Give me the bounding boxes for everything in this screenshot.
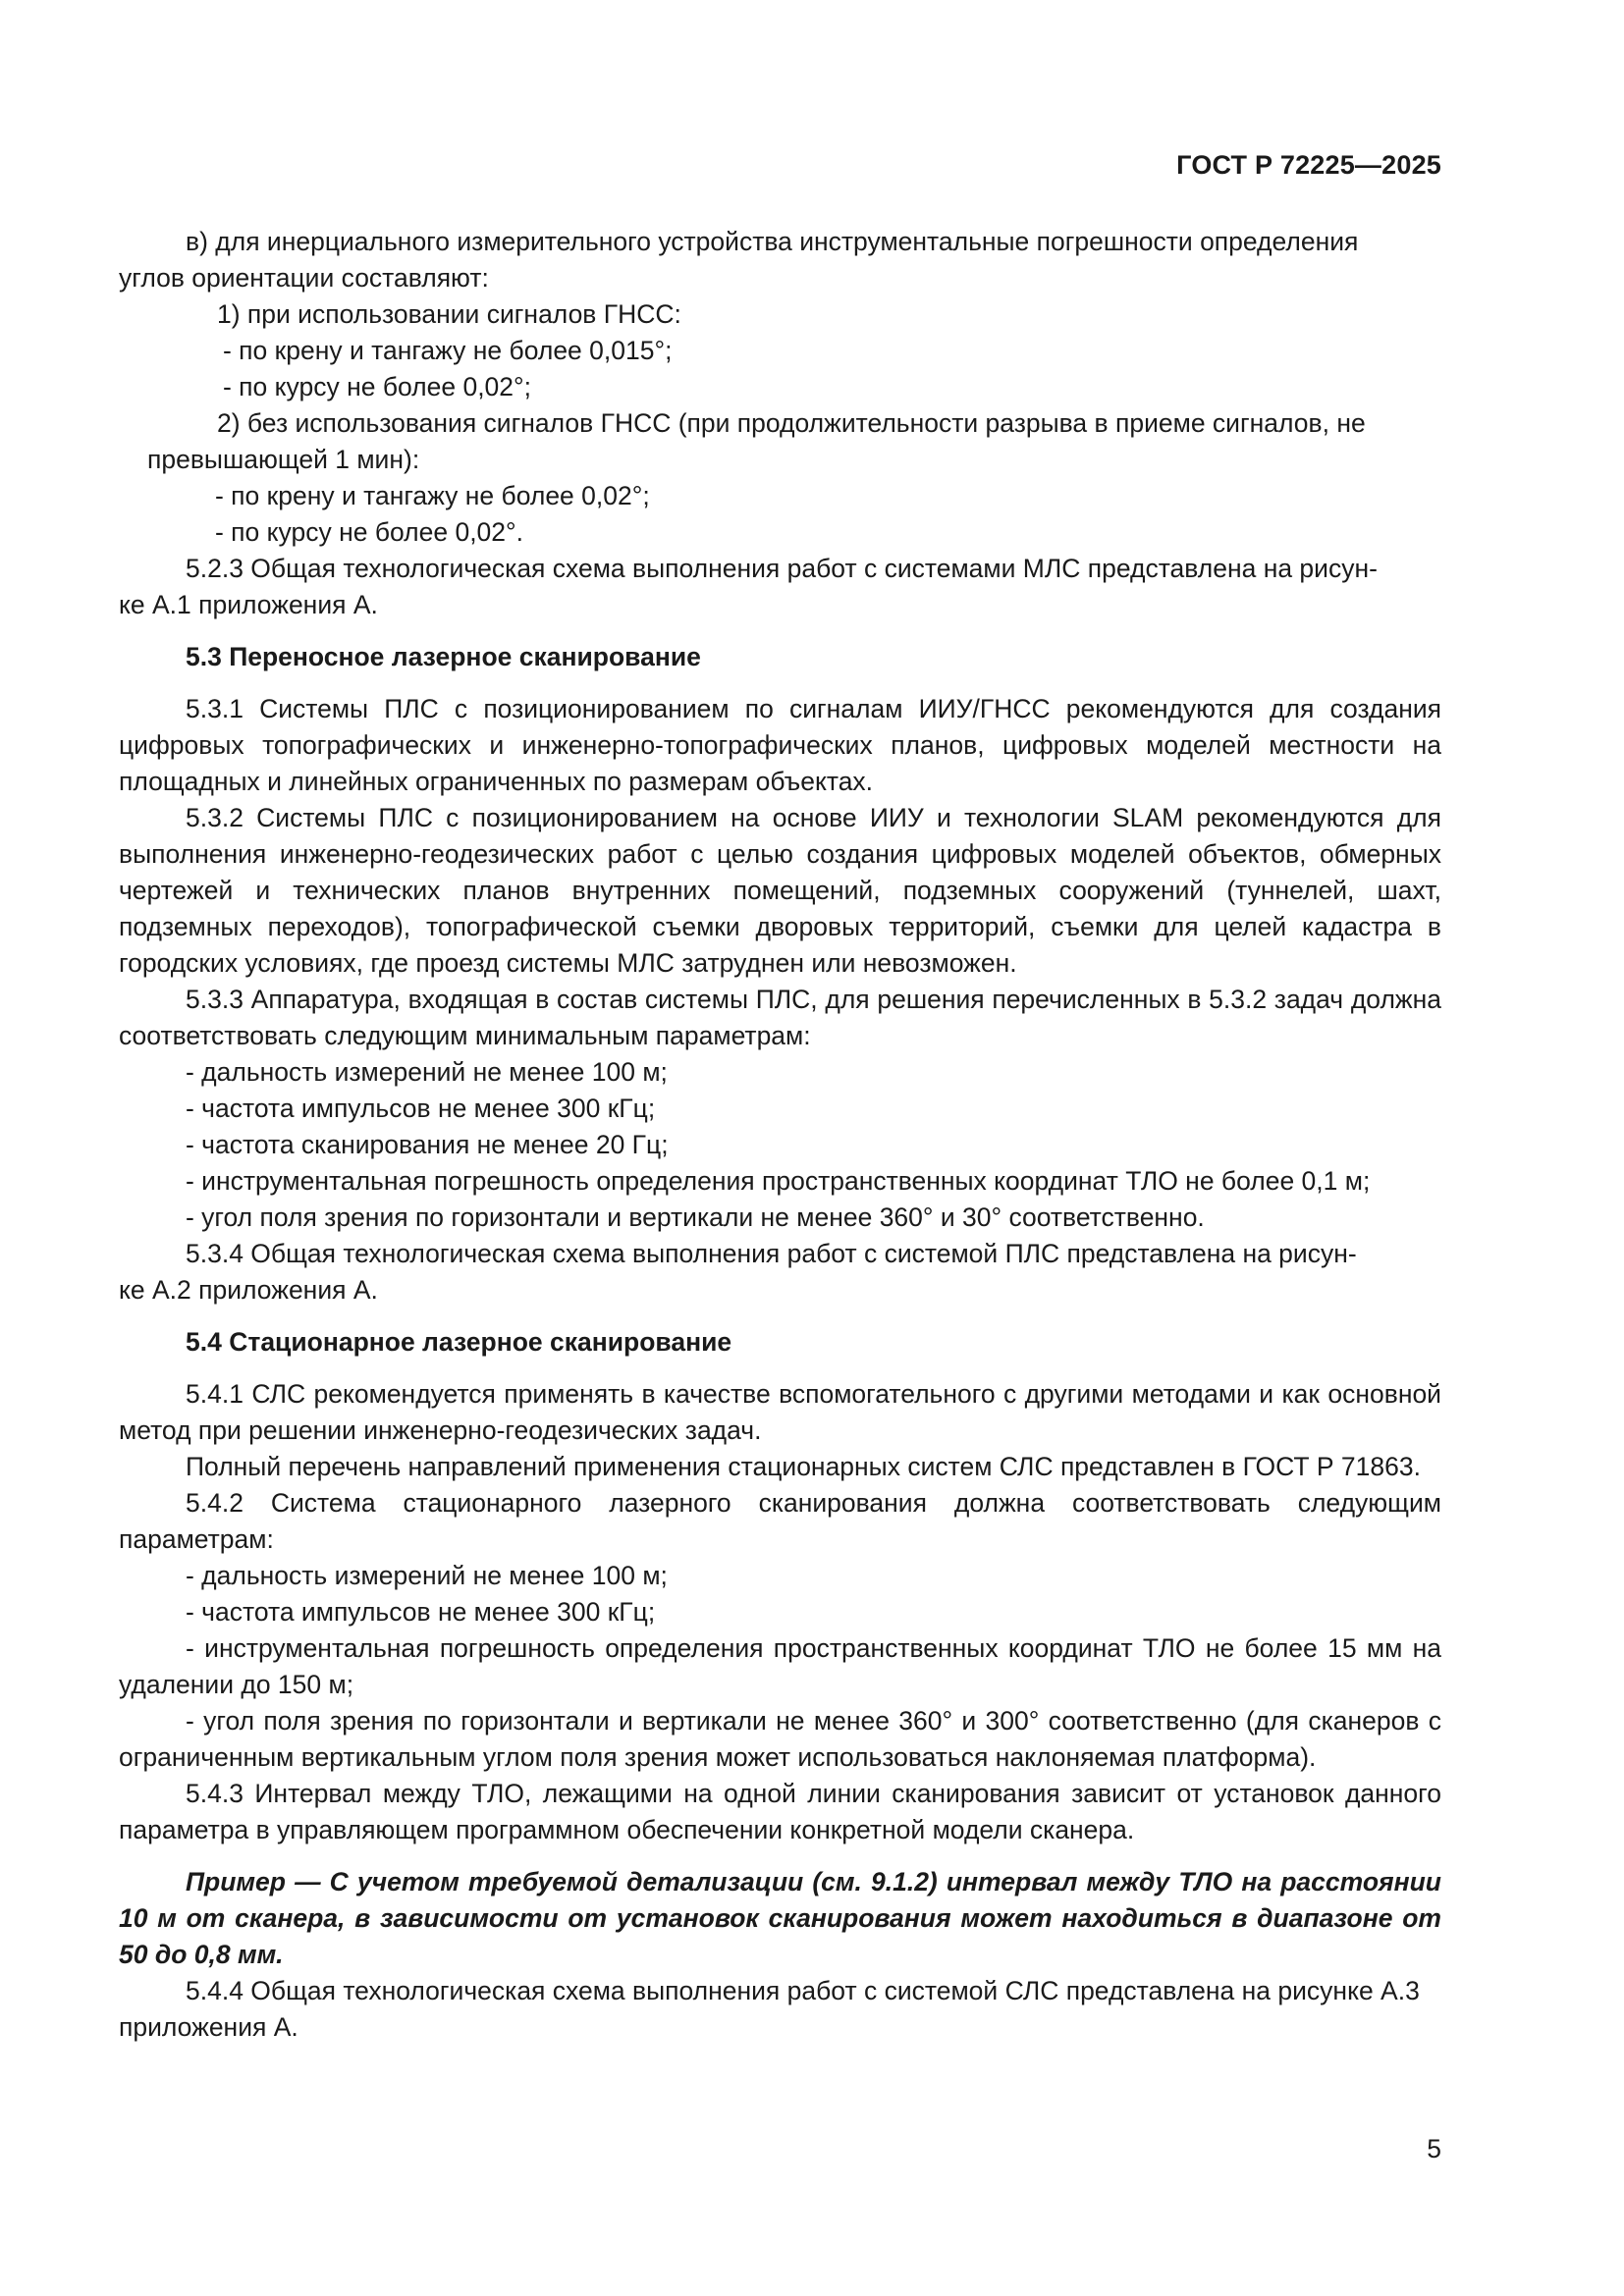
paragraph-5-4-3: 5.4.3 Интервал между ТЛО, лежащими на одной линии сканирования зависит от установок данного параметра в управляющем программном обеспечении конкретной модели сканера. — [119, 1779, 1441, 1844]
paragraph-5-4-4: 5.4.4 Общая технологическая схема выполнения работ с системой СЛС представлена на рисунке А.3 приложения А. — [119, 1976, 1420, 2042]
section-heading-5-3: 5.3 Переносное лазерное сканирование — [186, 642, 701, 671]
paragraph-5-3-4-cont: ке А.2 приложения А. — [119, 1275, 378, 1305]
list-item: - дальность измерений не менее 100 м; — [186, 1561, 668, 1590]
paragraph-5-2-3-cont: ке А.1 приложения А. — [119, 590, 378, 619]
paragraph-5-4-1-b: Полный перечень направлений применения стационарных систем СЛС представлен в ГОСТ Р 71863. — [186, 1452, 1421, 1481]
paragraph-5-4-1: 5.4.1 СЛС рекомендуется применять в качестве вспомогательного с другими методами и как основной метод при решении инженерно-геодезических задач. — [119, 1379, 1441, 1445]
list-item: - частота импульсов не менее 300 кГц; — [186, 1597, 656, 1627]
paragraph-5-3-3: 5.3.3 Аппаратура, входящая в состав системы ПЛС, для решения перечисленных в 5.3.2 задач должна соответствовать следующим минимальным параметрам: — [119, 985, 1441, 1050]
paragraph-v-line1: в) для инерциального измерительного устройства инструментальные погрешности определения — [186, 227, 1359, 256]
list-item: - частота сканирования не менее 20 Гц; — [186, 1130, 669, 1159]
list-item: - частота импульсов не менее 300 кГц; — [186, 1094, 656, 1123]
standard-id-header: ГОСТ Р 72225—2025 — [1176, 150, 1441, 180]
example-note: Пример — С учетом требуемой детализации (см. 9.1.2) интервал между ТЛО на расстоянии 10 м от сканера, в зависимости от установок сканирования может находиться в диапазоне от 50 до 0,8 мм. — [119, 1867, 1441, 1969]
list-item: - инструментальная погрешность определения пространственных координат ТЛО не более 0,1 м; — [186, 1166, 1371, 1196]
list-item-gnss-without-cont: превышающей 1 мин): — [147, 445, 420, 474]
list-item-roll-pitch-2: - по крену и тангажу не более 0,02°; — [215, 481, 650, 510]
paragraph-5-3-1: 5.3.1 Системы ПЛС с позиционированием по сигналам ИИУ/ГНСС рекомендуются для создания цифровых топографических и инженерно-топографических планов, цифровых моделей местности на площадных и линейных ограниченных по размерам объектах. — [119, 694, 1441, 796]
paragraph-v — [119, 224, 1441, 260]
list-item-heading-2: - по курсу не более 0,02°. — [215, 517, 523, 547]
paragraph-v-cont: углов ориентации составляют: — [119, 263, 489, 293]
list-item-gnss-without: 2) без использования сигналов ГНСС (при продолжительности разрыва в приеме сигналов, не — [217, 408, 1366, 438]
paragraph-5-4-2: 5.4.2 Система стационарного лазерного сканирования должна соответствовать следующим параметрам: — [119, 1488, 1441, 1554]
paragraph-5-3-4: 5.3.4 Общая технологическая схема выполнения работ с системой ПЛС представлена на рисун- — [186, 1239, 1357, 1268]
paragraph-5-2-3: 5.2.3 Общая технологическая схема выполнения работ с системами МЛС представлена на рисун- — [186, 554, 1378, 583]
list-item: - угол поля зрения по горизонтали и вертикали не менее 360° и 30° соответственно. — [186, 1202, 1205, 1232]
list-item: - угол поля зрения по горизонтали и вертикали не менее 360° и 300° соответственно (для сканеров с ограниченным вертикальным углом поля зрения может использоваться наклоняемая платформа). — [119, 1706, 1441, 1772]
page-number: 5 — [1427, 2134, 1441, 2163]
list-item: - дальность измерений не менее 100 м; — [186, 1057, 668, 1087]
paragraph-5-3-2: 5.3.2 Системы ПЛС с позиционированием на основе ИИУ и технологии SLAM рекомендуются для выполнения инженерно-геодезических работ с целью создания цифровых моделей объектов, обмерных чертежей и технических планов внутренних помещений, подземных сооружений (туннелей, шахт, подземных переходов), топографической съемки дворовых территорий, съемки для целей кадастра в городских условиях, где проезд системы МЛС затруднен или невозможен. — [119, 803, 1441, 978]
list-item-gnss-with: 1) при использовании сигналов ГНСС: — [217, 299, 681, 329]
list-item: - инструментальная погрешность определения пространственных координат ТЛО не более 15 мм на удалении до 150 м; — [119, 1633, 1441, 1699]
list-item-roll-pitch-1: - по крену и тангажу не более 0,015°; — [223, 336, 673, 365]
document-body — [119, 224, 1441, 2046]
section-heading-5-4: 5.4 Стационарное лазерное сканирование — [186, 1327, 732, 1357]
list-item-heading-1: - по курсу не более 0,02°; — [223, 372, 531, 401]
